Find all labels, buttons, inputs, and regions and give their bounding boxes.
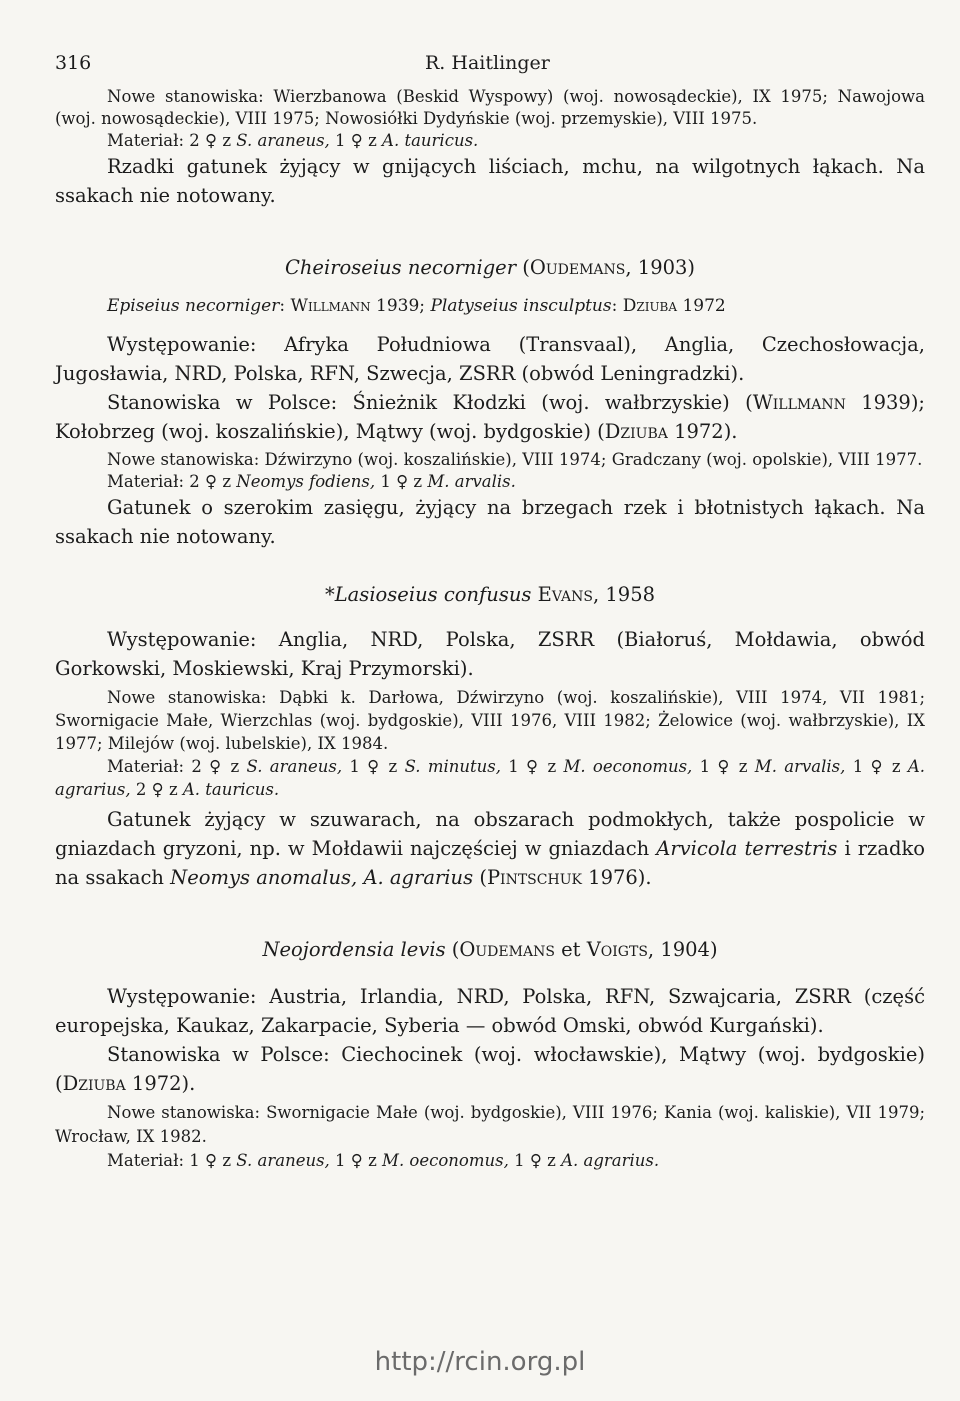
watermark-url: http://rcin.org.pl bbox=[374, 1347, 586, 1377]
material-paragraph: Materiał: 1 ♀ z S. araneus, 1 ♀ z M. oeconomus, 1 ♀ z A. agrarius. bbox=[107, 1151, 660, 1170]
species-description: Gatunek o szerokim zasięgu, żyjący na brzegach rzek i błotnistych łąkach. Na ssakach nie notowany. bbox=[55, 496, 925, 548]
new-sites-paragraph: Nowe stanowiska: Swornigacie Małe (woj. bydgoskie), VIII 1976; Kania (woj. kaliskie), VII 1979; Wrocław, IX 1982. bbox=[55, 1103, 926, 1146]
occurrence-paragraph: Występowanie: Austria, Irlandia, NRD, Polska, RFN, Szwajcaria, ZSRR (część europejska, Kaukaz, Zakarpacie, Syberia — obwód Omski, obwód Kurgański). bbox=[55, 985, 926, 1037]
material-paragraph: Materiał: 2 ♀ z Neomys fodiens, 1 ♀ z M. arvalis. bbox=[107, 472, 516, 491]
occurrence-paragraph: Występowanie: Afryka Południowa (Transvaal), Anglia, Czechosłowacja, Jugosławia, NRD, Polska, RFN, Szwecja, ZSRR (obwód Leningradzki). bbox=[55, 333, 925, 385]
new-sites-paragraph: Nowe stanowiska: Dźwirzyno (woj. koszalińskie), VIII 1974; Gradczany (woj. opolskie), VIII 1977. bbox=[107, 450, 923, 469]
page-number: 316 bbox=[55, 52, 92, 74]
new-sites-paragraph: Nowe stanowiska: Dąbki k. Darłowa, Dźwirzyno (woj. koszalińskie), VIII 1974, VII 1981; Swornigacie Małe, Wierzchlas (woj. bydgoskie), VIII 1976, VIII 1982; Żelowice (woj. wałbrzyskie), IX 1977; Milejów (woj. lubelskie), IX 1984. bbox=[55, 688, 926, 753]
synonymy-paragraph: Episeius necorniger: Willmann 1939; Platyseius insculptus: Dziuba 1972 bbox=[107, 296, 726, 316]
running-header bbox=[55, 52, 925, 86]
new-sites-paragraph: Nowe stanowiska: Wierzbanowa (Beskid Wyspowy) (woj. nowosądeckie), IX 1975; Nawojowa (woj. nowosądeckie), VIII 1975; Nowosiółki Dydyńskie (woj. przemyskie), VIII 1975. bbox=[55, 87, 925, 128]
species-description: Rzadki gatunek żyjący w gnijących liściach, mchu, na wilgotnych łąkach. Na ssakach nie notowany. bbox=[55, 155, 925, 207]
occurrence-paragraph: Występowanie: Anglia, NRD, Polska, ZSRR (Białoruś, Mołdawia, obwód Gorkowski, Moskiewski, Kraj Przymorski). bbox=[55, 628, 925, 680]
page bbox=[55, 52, 925, 1173]
poland-sites-paragraph: Stanowiska w Polsce: Ciechocinek (woj. włocławskie), Mątwy (woj. bydgoskie) (Dziuba 1972). bbox=[55, 1043, 925, 1095]
material-paragraph: Materiał: 2 ♀ z S. araneus, 1 ♀ z S. minutus, 1 ♀ z M. oeconomus, 1 ♀ z M. arvalis, 1 ♀ z A. agrarius, 2 ♀ z A. tauricus. bbox=[55, 757, 926, 799]
species-heading-cheiroseius: Cheiroseius necorniger (Oudemans, 1903) bbox=[284, 256, 696, 279]
species-heading-lasioseius: *Lasioseius confusus Evans, 1958 bbox=[324, 583, 656, 606]
species-description: Gatunek żyjący w szuwarach, na obszarach podmokłych, także pospolicie w gniazdach gryzoni, np. w Mołdawii najczęściej w gniazdach Arvicola terrestris i rzadko na ssakach Neomys anomalus, A. agrarius (Pintschuk 1976). bbox=[55, 808, 925, 889]
material-paragraph: Materiał: 2 ♀ z S. araneus, 1 ♀ z A. tauricus. bbox=[107, 131, 479, 150]
species-heading-neojordensia: Neojordensia levis (Oudemans et Voigts, 1904) bbox=[262, 938, 718, 961]
running-author: R. Haitlinger bbox=[425, 52, 550, 74]
poland-sites-paragraph: Stanowiska w Polsce: Śnieżnik Kłodzki (woj. wałbrzyskie) (Willmann 1939); Kołobrzeg (woj. koszalińskie), Mątwy (woj. bydgoskie) (Dziuba 1972). bbox=[55, 391, 926, 443]
